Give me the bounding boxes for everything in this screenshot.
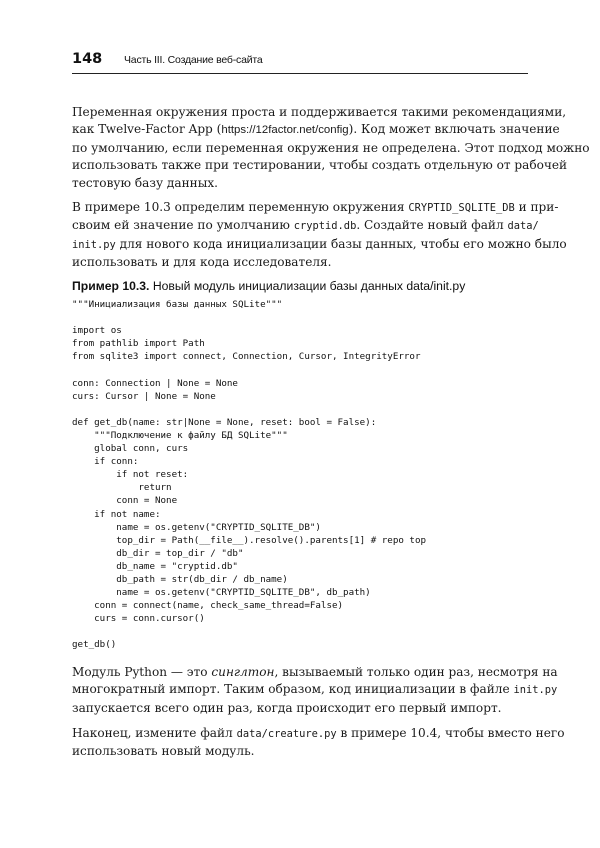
paragraph-example-intro bbox=[72, 199, 567, 272]
inline-code: init.py bbox=[513, 684, 558, 697]
text-run: Наконец, измените файл bbox=[72, 726, 237, 740]
text-line bbox=[72, 121, 560, 139]
text-line: тестовую базу данных. bbox=[72, 175, 219, 190]
listing-caption bbox=[72, 279, 528, 293]
inline-code: data/ bbox=[507, 220, 539, 233]
text-run: как Twelve-Factor App ( bbox=[72, 122, 222, 137]
text-run: для нового кода инициализации базы данных, чтобы его можно было bbox=[115, 236, 567, 251]
paragraph-env-var bbox=[72, 104, 590, 192]
text-line bbox=[72, 664, 558, 681]
text-line: использовать и для кода исследователя. bbox=[72, 255, 332, 270]
code-listing: """Инициализация базы данных SQLite""" import os from pathlib import Path from sqlite3 import connect, Connection, Cursor, IntegrityError conn: Connection | None = None curs: Cursor | None = None def get_db(name: str|None = None, reset: bool = False): """Подключение к файлу БД SQLite""" global conn, curs if conn: if not reset: return conn = None if not name: name = os.getenv("CRYPTID_SQLITE_DB") top_dir = Path(__file__).resolve().parents[1] # repo top db_dir = top_dir / "db" db_name = "cryptid.db" db_path = str(db_dir / db_name) name = os.getenv("CRYPTID_SQLITE_DB", db_path) conn = connect(name, check_same_thread=False) curs = conn.cursor() get_db() bbox=[72, 299, 427, 651]
text-run: в примере 10.4, чтобы вместо него bbox=[336, 726, 565, 740]
text-line: использовать также при тестировании, чтобы создать отдельную от рабочей bbox=[72, 158, 568, 173]
text-line: Переменная окружения проста и поддерживается такими рекомендациями, bbox=[72, 105, 567, 119]
listing-title: Новый модуль инициализации базы данных data/init.py bbox=[149, 279, 466, 293]
text-line: по умолчанию, если переменная окружения не определена. Этот подход можно bbox=[72, 140, 590, 155]
text-run: Модуль Python — это bbox=[72, 665, 212, 679]
text-run: многократный импорт. Таким образом, код инициализации в файле bbox=[72, 682, 514, 697]
paragraph-next-step bbox=[72, 725, 565, 761]
italic-term: синглтон bbox=[211, 665, 275, 679]
text-line: использовать новый модуль. bbox=[72, 744, 255, 759]
text-line bbox=[72, 236, 567, 254]
text-line bbox=[72, 217, 539, 235]
text-line bbox=[72, 199, 559, 217]
paragraph-singleton bbox=[72, 664, 558, 717]
text-run: своим ей значение по умолчанию bbox=[72, 218, 294, 233]
listing-label: Пример 10.3. bbox=[72, 279, 150, 293]
text-run: ). Код может включать значение bbox=[348, 122, 560, 137]
inline-code: cryptid.db bbox=[293, 220, 357, 233]
text-run: В примере 10.3 определим переменную окружения bbox=[72, 200, 409, 214]
link-12factor[interactable]: https://12factor.net/config bbox=[221, 124, 349, 137]
page-header bbox=[72, 51, 528, 74]
inline-code: data/creature.py bbox=[236, 728, 337, 740]
text-run: , вызываемый только один раз, несмотря на bbox=[274, 665, 558, 679]
text-line bbox=[72, 681, 558, 699]
text-line bbox=[72, 725, 565, 743]
text-line: запускается всего один раз, когда происходит его первый импорт. bbox=[72, 700, 502, 715]
inline-code: init.py bbox=[72, 238, 116, 251]
text-run: и при- bbox=[514, 200, 559, 214]
inline-code: CRYPTID_SQLITE_DB bbox=[408, 202, 515, 214]
text-run: . Создайте новый файл bbox=[356, 218, 508, 233]
page-number: 148 bbox=[72, 51, 103, 67]
running-head: Часть III. Создание веб-сайта bbox=[124, 54, 263, 66]
